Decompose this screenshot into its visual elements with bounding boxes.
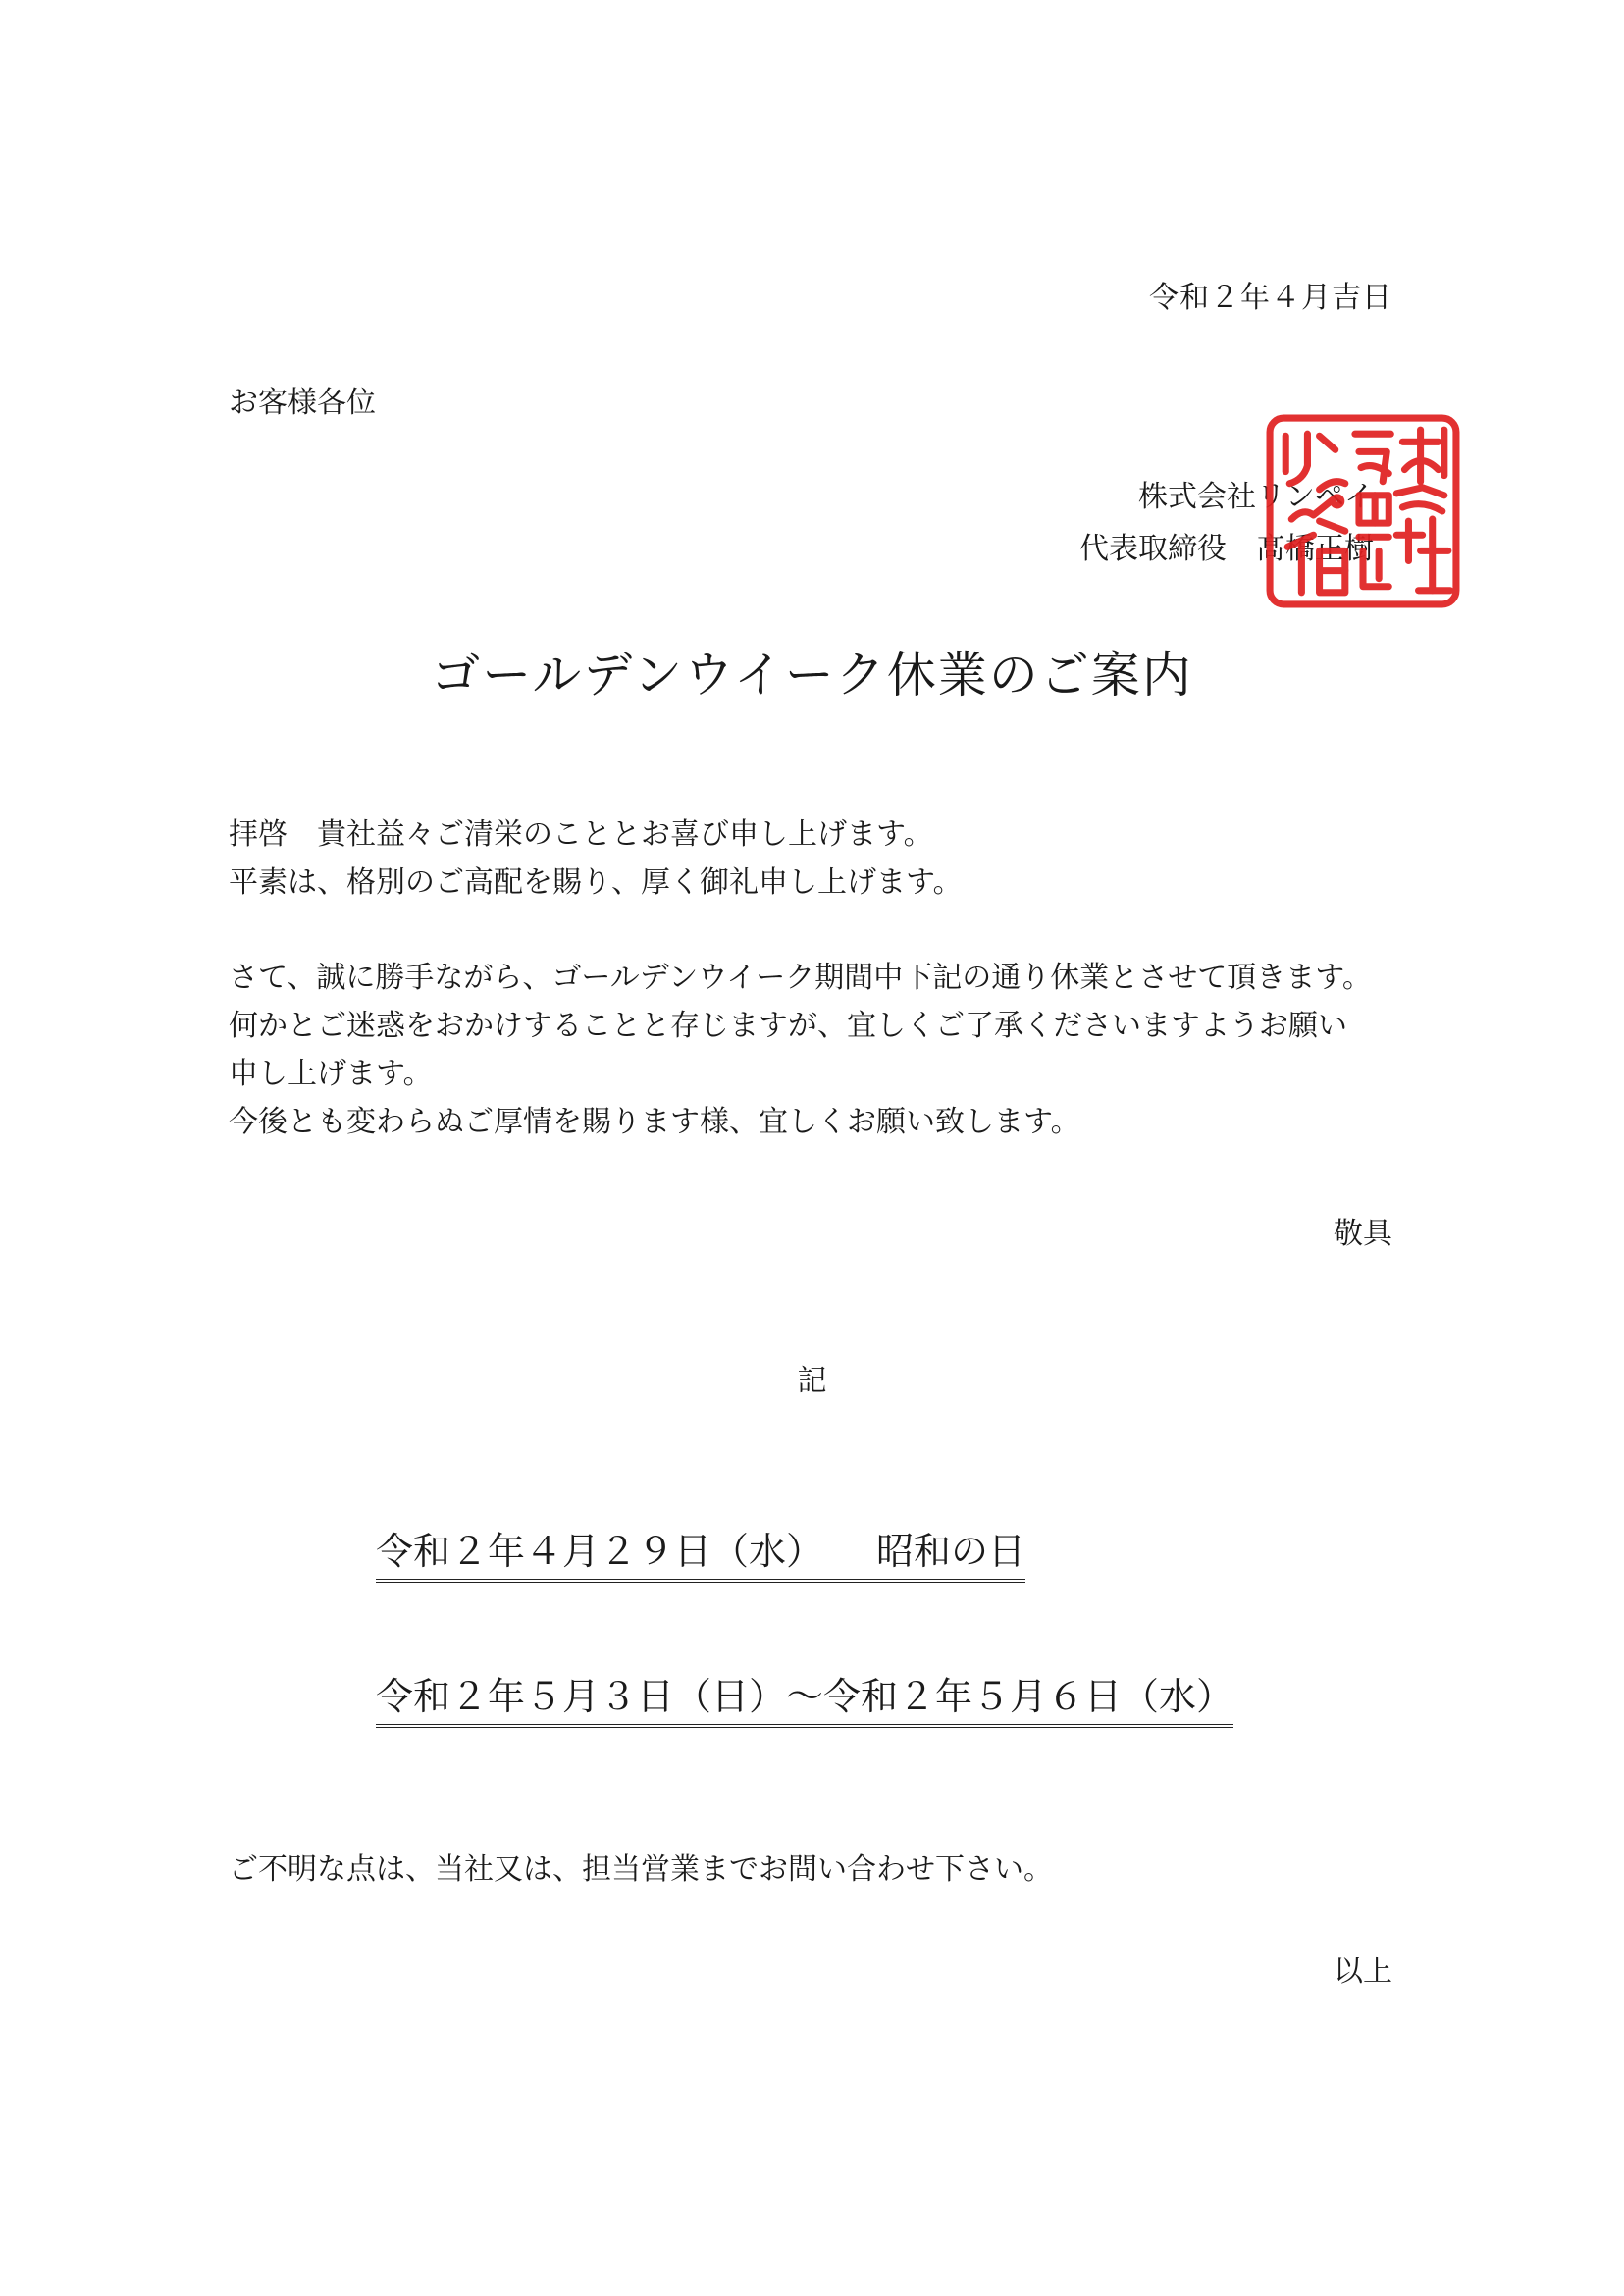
- apology-line-cont: 申し上げます。: [229, 1057, 433, 1091]
- company-seal-icon: [1264, 412, 1462, 610]
- representative-name: 代表取締役 髙橋正樹: [1079, 532, 1374, 566]
- holiday-date: 令和２年４月２９日（水）: [376, 1530, 824, 1573]
- letter-body: [229, 810, 1406, 1146]
- holiday-item: [376, 1666, 1233, 1728]
- holiday-name: 昭和の日: [876, 1530, 1026, 1573]
- notice-line: さて、誠に勝手ながら、ゴールデンウイーク期間中下記の通り休業とさせて頂きます。: [229, 961, 1372, 995]
- paragraph-gap: [229, 907, 1406, 954]
- holiday-date: 令和２年５月３日（日）～令和２年５月６日（水）: [376, 1675, 1234, 1718]
- end-mark: 以上: [1334, 1955, 1392, 1989]
- greeting-line: 拝啓 貴社益々ご清栄のこととお喜び申し上げます。: [229, 817, 933, 852]
- company-name: 株式会社リンペイ: [1138, 480, 1374, 514]
- thanks-line: 平素は、格別のご高配を賜り、厚く御礼申し上げます。: [229, 865, 963, 900]
- apology-line: 何かとご迷惑をおかけすることと存じますが、宜しくご了承くださいますようお願い: [229, 1009, 1347, 1043]
- closing-request-line: 今後とも変わらぬご厚情を賜ります様、宜しくお願い致します。: [229, 1105, 1080, 1139]
- contact-note: ご不明な点は、当社又は、担当営業までお問い合わせ下さい。: [229, 1852, 1053, 1887]
- addressee: お客様各位: [229, 386, 376, 420]
- document-title: ゴールデンウイーク休業のご案内: [431, 647, 1193, 704]
- ki-heading: 記: [797, 1364, 827, 1398]
- issue-date: 令和２年４月吉日: [1149, 281, 1392, 315]
- holiday-item: [376, 1521, 1025, 1583]
- closing-word: 敬具: [1334, 1217, 1392, 1251]
